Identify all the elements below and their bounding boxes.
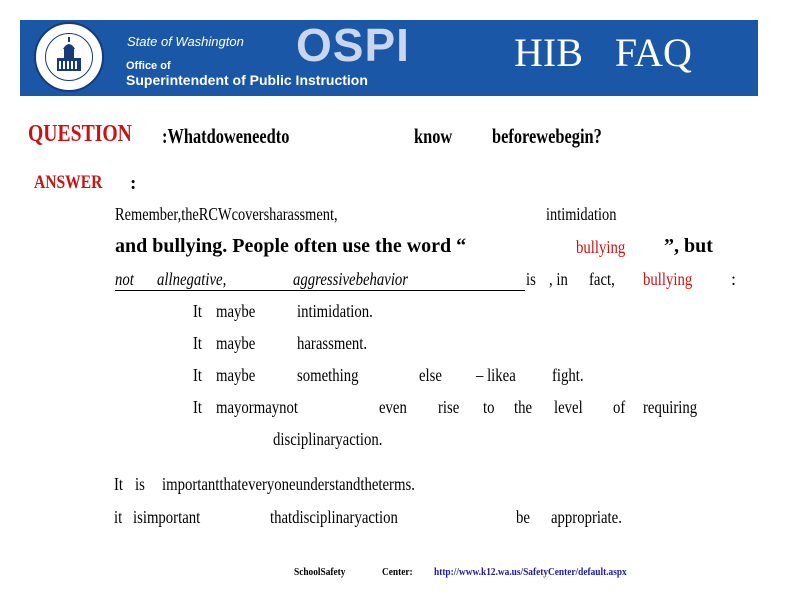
answer-line2-bullying: bullying <box>576 237 626 257</box>
list-item-2-text: harassment. <box>297 333 368 353</box>
line7-word-2: mayormaynot <box>216 397 298 417</box>
line7-word-6: the <box>514 397 533 417</box>
superintendent-text: Superintendent of Public Instruction <box>126 72 368 88</box>
answer-line3-is: is <box>526 269 536 289</box>
list-item-3-maybe: maybe <box>216 365 256 385</box>
footer-safety-center-link[interactable]: http://www.k12.wa.us/SafetyCenter/default.aspx <box>434 566 627 578</box>
line8-text: disciplinaryaction. <box>273 429 383 449</box>
line9-word-1: It <box>114 474 124 494</box>
answer-line1-b: intimidation <box>546 204 617 224</box>
line10-word-2: isimportant <box>133 507 201 527</box>
ospi-logo-text: OSPI <box>296 19 410 71</box>
line7-word-3: even <box>379 397 407 417</box>
list-item-3-fight: fight. <box>552 365 584 385</box>
answer-line2-a: and bullying. People often use the word “ <box>115 235 467 257</box>
state-of-washington-text: State of Washington <box>127 34 244 49</box>
question-label: QUESTION <box>28 121 132 147</box>
question-text-2: know <box>414 124 453 148</box>
list-item-1-it: It <box>193 301 203 321</box>
line7-word-4: rise <box>438 397 460 417</box>
answer-line3-aggressive: aggressivebehavior <box>293 269 409 289</box>
answer-label: ANSWER <box>34 172 103 193</box>
line7-word-7: level <box>554 397 583 417</box>
question-text-3: beforewebegin? <box>492 124 602 148</box>
capitol-building-icon <box>46 34 92 80</box>
answer-line3-not: not <box>115 269 134 289</box>
answer-line1-a: Remember,theRCWcoversharassment, <box>115 204 338 224</box>
list-item-2-it: It <box>193 333 203 353</box>
list-item-3-likea: – likea <box>476 365 516 385</box>
line7-word-8: of <box>613 397 626 417</box>
list-item-2-maybe: maybe <box>216 333 256 353</box>
list-item-1-maybe: maybe <box>216 301 256 321</box>
line7-word-1: It <box>193 397 203 417</box>
line10-word-1: it <box>114 507 123 527</box>
title-faq: FAQ <box>614 30 692 75</box>
list-item-1-text: intimidation. <box>297 301 373 321</box>
washington-state-seal-icon <box>34 22 104 92</box>
title-hib: HIB <box>514 30 583 75</box>
office-of-text: Office of <box>126 60 171 72</box>
line10-word-3: thatdisciplinaryaction <box>270 507 398 527</box>
page-title <box>514 30 724 75</box>
footer-label-schoolsafety: SchoolSafety <box>294 566 346 578</box>
list-item-3-it: It <box>193 365 203 385</box>
list-item-3-else: else <box>419 365 442 385</box>
footer-label-center: Center: <box>382 566 413 578</box>
line7-word-9: requiring <box>643 397 698 417</box>
list-item-3-something: something <box>297 365 359 385</box>
answer-line3-colon: : <box>731 269 737 289</box>
answer-line3-bullying: bullying <box>643 269 693 289</box>
answer-line3-underline <box>115 290 525 291</box>
line9-word-3: importantthateveryoneunderstandtheterms. <box>162 474 415 494</box>
line10-word-4: be <box>516 507 530 527</box>
line9-word-2: is <box>135 474 145 494</box>
answer-colon: : <box>130 173 137 194</box>
answer-line3-in: , in <box>549 269 568 289</box>
seal-inner-ring <box>45 33 93 81</box>
line10-word-5: appropriate. <box>551 507 622 527</box>
answer-line3-allnegative: allnegative, <box>157 269 227 289</box>
line7-word-5: to <box>483 397 495 417</box>
question-text-1: :Whatdoweneedto <box>162 124 290 148</box>
answer-line3-fact: fact, <box>589 269 615 289</box>
answer-line2-c: ”, but <box>664 235 713 257</box>
